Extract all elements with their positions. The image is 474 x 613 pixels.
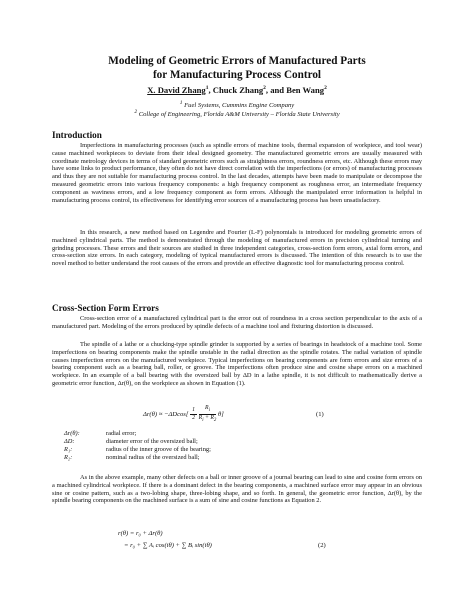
definition-row <box>64 438 198 446</box>
definition-symbol: R₂: <box>64 454 73 461</box>
equation-1 <box>143 405 224 424</box>
definition-text: radial error; <box>106 430 137 437</box>
title-line-1: Modeling of Geometric Errors of Manufactured Parts <box>108 55 366 67</box>
denominator-subscript-2: 2 <box>213 418 217 424</box>
affiliation-2-mark: 2 <box>134 108 138 115</box>
half-denominator: 2 <box>192 415 195 422</box>
section-heading-introduction: Introduction <box>52 130 102 140</box>
equation-1-number: (1) <box>316 411 324 418</box>
author-list <box>40 85 434 95</box>
section-heading-cross-section: Cross-Section Form Errors <box>52 303 159 313</box>
fraction-numerator <box>199 405 217 415</box>
author-1-affil-mark: 1 <box>205 85 209 92</box>
affiliation-2 <box>40 110 434 119</box>
paper-title <box>40 54 434 82</box>
denominator-subscript-1: i <box>202 418 204 424</box>
definition-row <box>64 446 211 454</box>
numerator-symbol: R <box>205 405 209 411</box>
title-line-2: for Manufacturing Process Control <box>152 69 322 81</box>
definition-text: nominal radius of the oversized ball; <box>106 454 200 461</box>
affiliation-2-text: College of Engineering, Florida A&M University – Florida State University <box>138 111 340 118</box>
definition-symbol: Δr(θ): <box>64 430 80 437</box>
equation-2-number: (2) <box>318 542 326 549</box>
affiliation-1-text: Fuel Systems, Cummins Engine Company <box>184 102 295 109</box>
affiliation-1 <box>40 101 434 110</box>
affiliation-1-mark: 1 <box>179 99 183 106</box>
author-2-affil-mark: 2 <box>263 85 266 92</box>
denominator-symbol-2: + R <box>203 415 214 422</box>
author-separator: , <box>208 85 211 95</box>
author-3: and Ben Wang <box>270 85 325 95</box>
definition-row <box>64 430 136 438</box>
equation-1-lhs: Δr(θ) ≈ −ΔDcos[ <box>143 411 189 419</box>
author-1: X. David Zhang <box>147 85 206 95</box>
equation-2-line-1: r(θ) = r₀ + Δr(θ) <box>118 530 163 537</box>
equation-1-rhs: θ] <box>217 411 224 419</box>
equation-1-half <box>190 407 197 422</box>
author-separator: , <box>265 85 269 95</box>
definition-text: diameter error of the oversized ball; <box>106 438 198 445</box>
half-numerator: 1 <box>192 407 195 414</box>
denominator-symbol-1: R <box>198 415 203 422</box>
cross-section-paragraph-2: The spindle of a lathe or a chucking-type spindle grinder is supported by a series of bearings in headstock of a machine tool. Some imperfections on bearing components make the spindle unstable in the radial direction as the spindle rotates. The radial variation of spindle causes imperfection errors on the manufactured workpiece. Typical imperfections on bearing components are form errors and size errors of a bearing component such as a bearing ball, roller, or groove. The imperfections often produce sine and cosine shape errors on a machined workpiece. In an example of a ball bearing with the oversized ball by ΔD in a lathe spindle, it is not difficult to mathematically derive a geometric error function, Δr(θ), on the workpiece as shown in Equation (1). <box>52 341 422 387</box>
author-3-affil-mark: 2 <box>324 85 327 92</box>
intro-paragraph-2: In this research, a new method based on Legendre and Fourier (L-F) polynomials is introduced for modeling geometric errors of machined cylindrical parts. The method is demonstrated through the modeling of manufactured errors in precision cylindrical turning and grinding processes. These errors and their sources are studied in three independent categories, cross-section form errors, axial form errors, and cross-section size errors. In each category, modeling of typical manufactured errors is discussed. The intention of this research is to use the novel method to better understand the root causes of the errors and provide an effective diagnostic tool for manufacturing process control. <box>52 229 422 268</box>
cross-section-paragraph-1: Cross-section error of a manufactured cylindrical part is the error out of roundness in a cross section perpendicular to the axis of a manufactured part. Modeling of the errors produced by spindle defects of a machine tool and fixturing distortion is discussed. <box>52 315 422 330</box>
cross-section-paragraph-3: As in the above example, many other defects on a ball or inner groove of a journal bearing can lead to sine and cosine form errors on a machined cylindrical workpiece. If there is a dominant defect in the bearing components, a machined surface error may appear in an obvious sine or cosine pattern, such as a two-lobing shape, three-lobing shape, and so forth. In general, the geometric error function, Δr(θ), by the spindle bearing components on the machined surface is a sum of sine and cosine functions as Equation 2. <box>52 474 422 505</box>
fraction-denominator <box>199 415 217 424</box>
definition-row <box>64 454 200 462</box>
author-2: Chuck Zhang <box>212 85 264 95</box>
equation-2-line-2: = r₀ + ∑ Aᵢ cos(iθ) + ∑ Bᵢ sin(iθ) <box>124 542 212 549</box>
numerator-subscript: i <box>208 408 210 414</box>
intro-paragraph-1: Imperfections in manufacturing processes (such as spindle errors of machine tools, thermal expansion of workpiece, and tool wear) cause machined workpieces to deviate from their ideal designed geometry. The manufactured geometric errors are usually measured with coordinate metrology devices in terms of standard geometric errors such as straightness errors, roundness errors, etc. Although these errors may have some links to product performance, they often do not have direct correlation with the imperfections (or errors) of manufacturing processes and thus they are not suitable for manufacturing process control. In the last decades, attempts have been made to manipulate or decompose the measured geometric errors into various frequency components: a high frequency component as roughness error, an intermediate frequency component as waviness errors, and a low frequency component as form errors. Although the manipulated error information is helpful in manufacturing process control, its effectiveness for identifying error sources of a manufacturing process has been unsatisfactory. <box>52 142 422 204</box>
equation-1-fraction <box>199 405 217 424</box>
definition-symbol: ΔD: <box>64 438 75 445</box>
definition-symbol: R₁: <box>64 446 73 453</box>
definition-text: radius of the inner groove of the bearing; <box>106 446 211 453</box>
